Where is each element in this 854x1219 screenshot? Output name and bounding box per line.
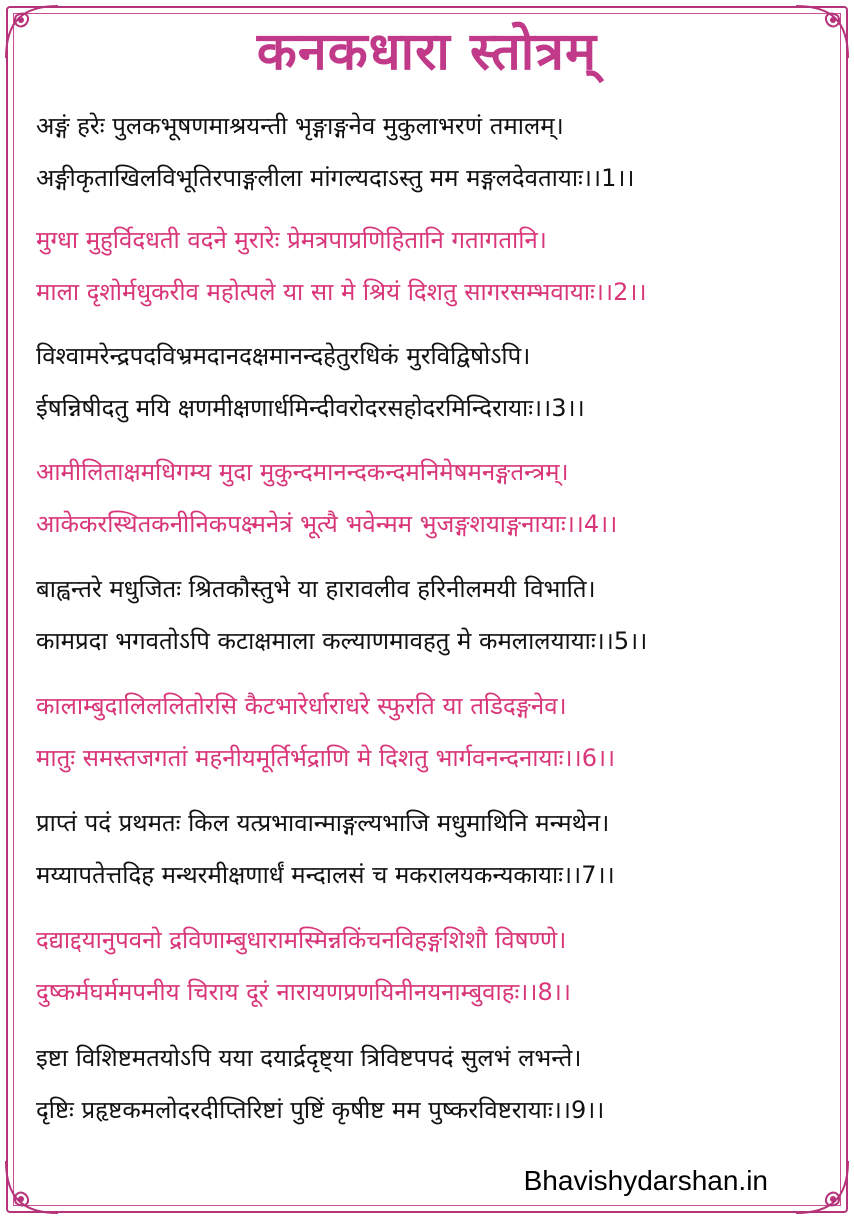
verse-line: मय्यापतेत्तदिह मन्थरमीक्षणार्धं मन्दालसं च मकरालयकन्यकायाः।।7।।	[36, 861, 615, 889]
verse-line: दद्याद्दयानुपवनो द्रविणाम्बुधारामस्मिन्नकिंचनविहङ्गशिशौ विषण्णे।	[36, 926, 567, 954]
verse-line: इष्टा विशिष्टमतयोऽपि यया दयार्द्रदृष्ट्या त्रिविष्टपपदं सुलभं लभन्ते।	[36, 1044, 582, 1072]
verse-line: कामप्रदा भगवतोऽपि कटाक्षमाला कल्याणमावहतु मे कमलालयायाः।।5।।	[36, 627, 648, 655]
verse-line: आमीलिताक्षमधिगम्य मुदा मुकुन्दमानन्दकन्दमनिमेषमनङ्गतन्त्रम्।	[36, 458, 569, 486]
verse-line: विश्वामरेन्द्रपदविभ्रमदानदक्षमानन्दहेतुरधिकं मुरविद्विषोऽपि।	[36, 342, 531, 370]
verse-line: ईषन्निषीदतु मयि क्षणमीक्षणार्धमिन्दीवरोदरसहोदरमिन्दिरायाः।।3।।	[36, 394, 585, 422]
verse-line: आकेकरस्थितकनीनिकपक्ष्मनेत्रं भूत्यै भवेन्मम भुजङ्गशयाङ्गनायाः।।4।।	[36, 510, 618, 538]
corner-ornament-bottom-left	[2, 1157, 62, 1217]
verse-line: अङ्गं हरेः पुलकभूषणमाश्रयन्ती भृङ्गाङ्गनेव मुकुलाभरणं तमालम्।	[36, 112, 564, 140]
verse-6	[36, 680, 830, 784]
verse-line: बाह्वन्तरे मधुजितः श्रितकौस्तुभे या हारावलीव हरिनीलमयी विभाति।	[36, 575, 596, 603]
verse-5	[36, 563, 830, 667]
website-watermark: Bhavishydarshan.in	[523, 1165, 768, 1196]
verse-2	[36, 214, 830, 318]
page-title: कनकधारा स्तोत्रम्	[256, 22, 598, 82]
verse-line: मातुः समस्तजगतां महनीयमूर्तिर्भद्राणि मे दिशतु भार्गवनन्दनायाः।।6।।	[36, 744, 616, 772]
verse-line: प्राप्तं पदं प्रथमतः किल यत्प्रभावान्माङ्गल्यभाजि मधुमाथिनि मन्मथेन।	[36, 809, 610, 837]
verse-line: माला दृशोर्मधुकरीव महोत्पले या सा मे श्रियं दिशतु सागरसम्भवायाः।।2।।	[36, 278, 647, 306]
verses-container	[36, 100, 830, 1136]
verse-3	[36, 330, 830, 434]
verse-8	[36, 914, 830, 1018]
verse-1	[36, 100, 830, 204]
corner-ornament-bottom-right	[792, 1157, 852, 1217]
verse-7	[36, 797, 830, 901]
verse-line: दृष्टिः प्रहृष्टकमलोदरदीप्तिरिष्टां पुष्टिं कृषीष्ट मम पुष्करविष्टरायाः।।9।।	[36, 1096, 605, 1124]
verse-4	[36, 446, 830, 550]
verse-line: कालाम्बुदालिललितोरसि कैटभारेर्धाराधरे स्फुरति या तडिदङ्गनेव।	[36, 692, 567, 720]
verse-line: दुष्कर्मघर्ममपनीय चिराय दूरं नारायणप्रणयिनीनयनाम्बुवाहः।।8।।	[36, 978, 571, 1006]
verse-9	[36, 1032, 830, 1136]
verse-line: मुग्धा मुहुर्विदधती वदने मुरारेः प्रेमत्रपाप्रणिहितानि गतागतानि।	[36, 226, 547, 254]
verse-line: अङ्गीकृताखिलविभूतिरपाङ्गलीला मांगल्यदाऽस्तु मम मङ्गलदेवतायाः।।1।।	[36, 164, 635, 192]
